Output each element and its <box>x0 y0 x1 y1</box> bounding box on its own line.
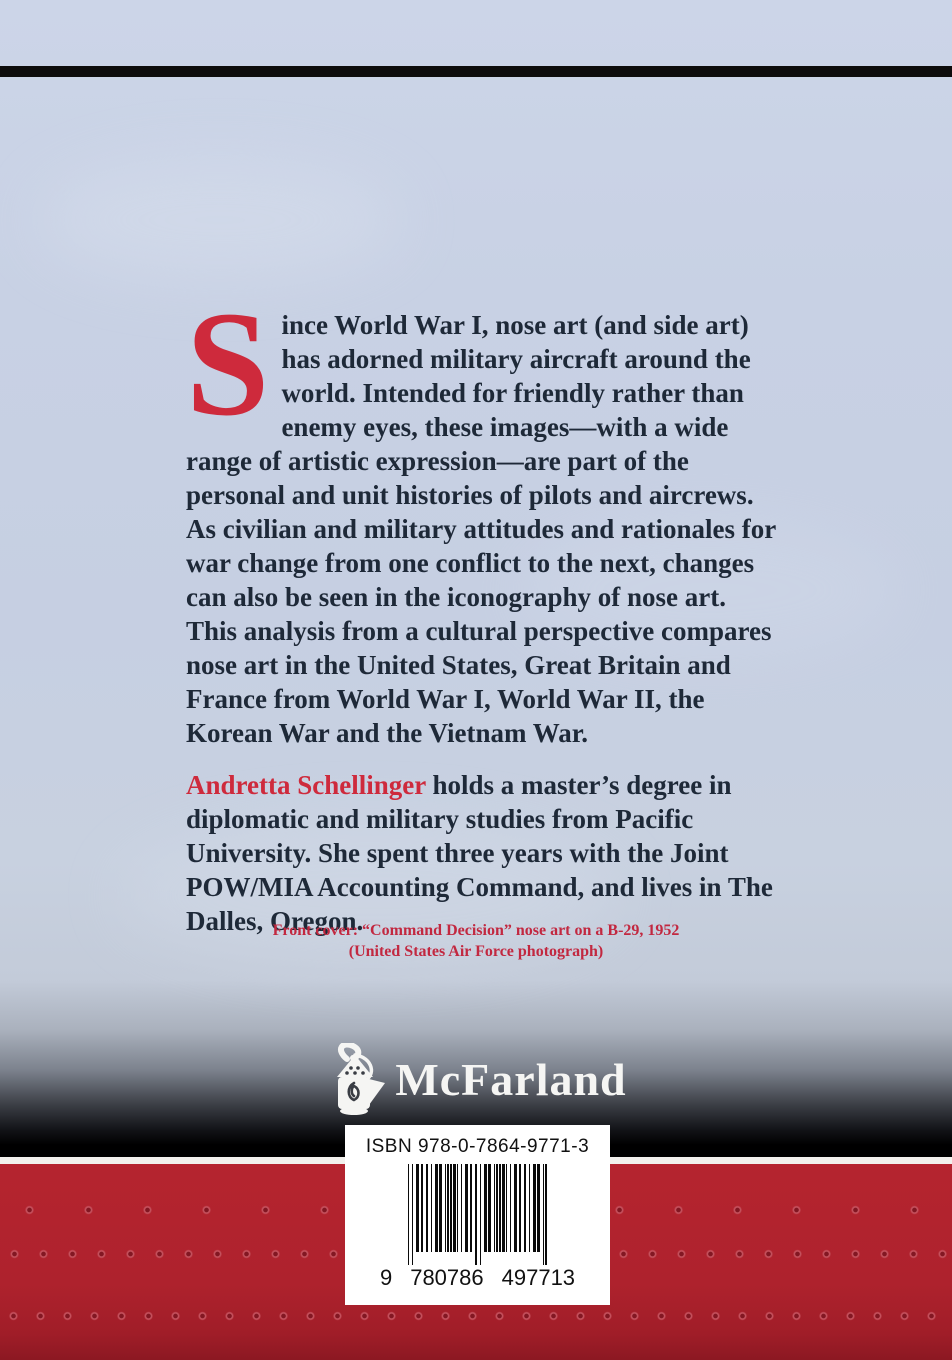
barcode-panel <box>345 1125 610 1305</box>
rivet-row <box>0 1310 952 1322</box>
synopsis-paragraph <box>186 281 776 750</box>
barcode-bars <box>398 1164 558 1268</box>
barcode-digit-group: 497713 <box>501 1265 576 1290</box>
synopsis-block <box>186 281 776 938</box>
credit-line-1: Front cover: “Command Decision” nose art on a B-29, 1952 <box>272 922 680 939</box>
publisher-logo <box>0 1042 952 1118</box>
synopsis-text: ince World War I, nose art (and side art) has adorned military aircraft around the world. Intended for friendly rather than enemy eyes, these images—with a wide range of artistic expression—are part of the personal and unit histories of pilots and aircrews. As civilian and military attitudes and rationales for war change from one conflict to the next, changes can also be seen in the iconography of nose art. This analysis from a cultural perspective compares nose art in the United States, Great Britain and France from World War I, World War II, the Korean War and the Vietnam War. <box>186 310 776 748</box>
barcode-digit-group: 9 <box>379 1265 393 1290</box>
author-bio-paragraph <box>186 768 776 938</box>
isbn-label: ISBN 978-0-7864-9771-3 <box>365 1136 590 1157</box>
publisher-name: McFarland <box>395 1054 627 1105</box>
drop-cap: S <box>186 281 270 447</box>
front-cover-credit <box>0 920 952 962</box>
credit-line-2: (United States Air Force photograph) <box>348 943 604 960</box>
lantern-icon <box>325 1043 385 1117</box>
sky-cloud <box>40 160 400 280</box>
author-name: Andretta Schellinger <box>186 770 426 800</box>
barcode-digits <box>345 1265 610 1291</box>
top-black-stripe <box>0 66 952 77</box>
author-bio-text: holds a master’s degree in diplomatic and military studies from Pacific University. She spent three years with the Joint POW/MIA Accounting Command, and lives in The Dalles, Oregon. <box>186 770 773 936</box>
barcode-digit-group: 780786 <box>410 1265 484 1290</box>
